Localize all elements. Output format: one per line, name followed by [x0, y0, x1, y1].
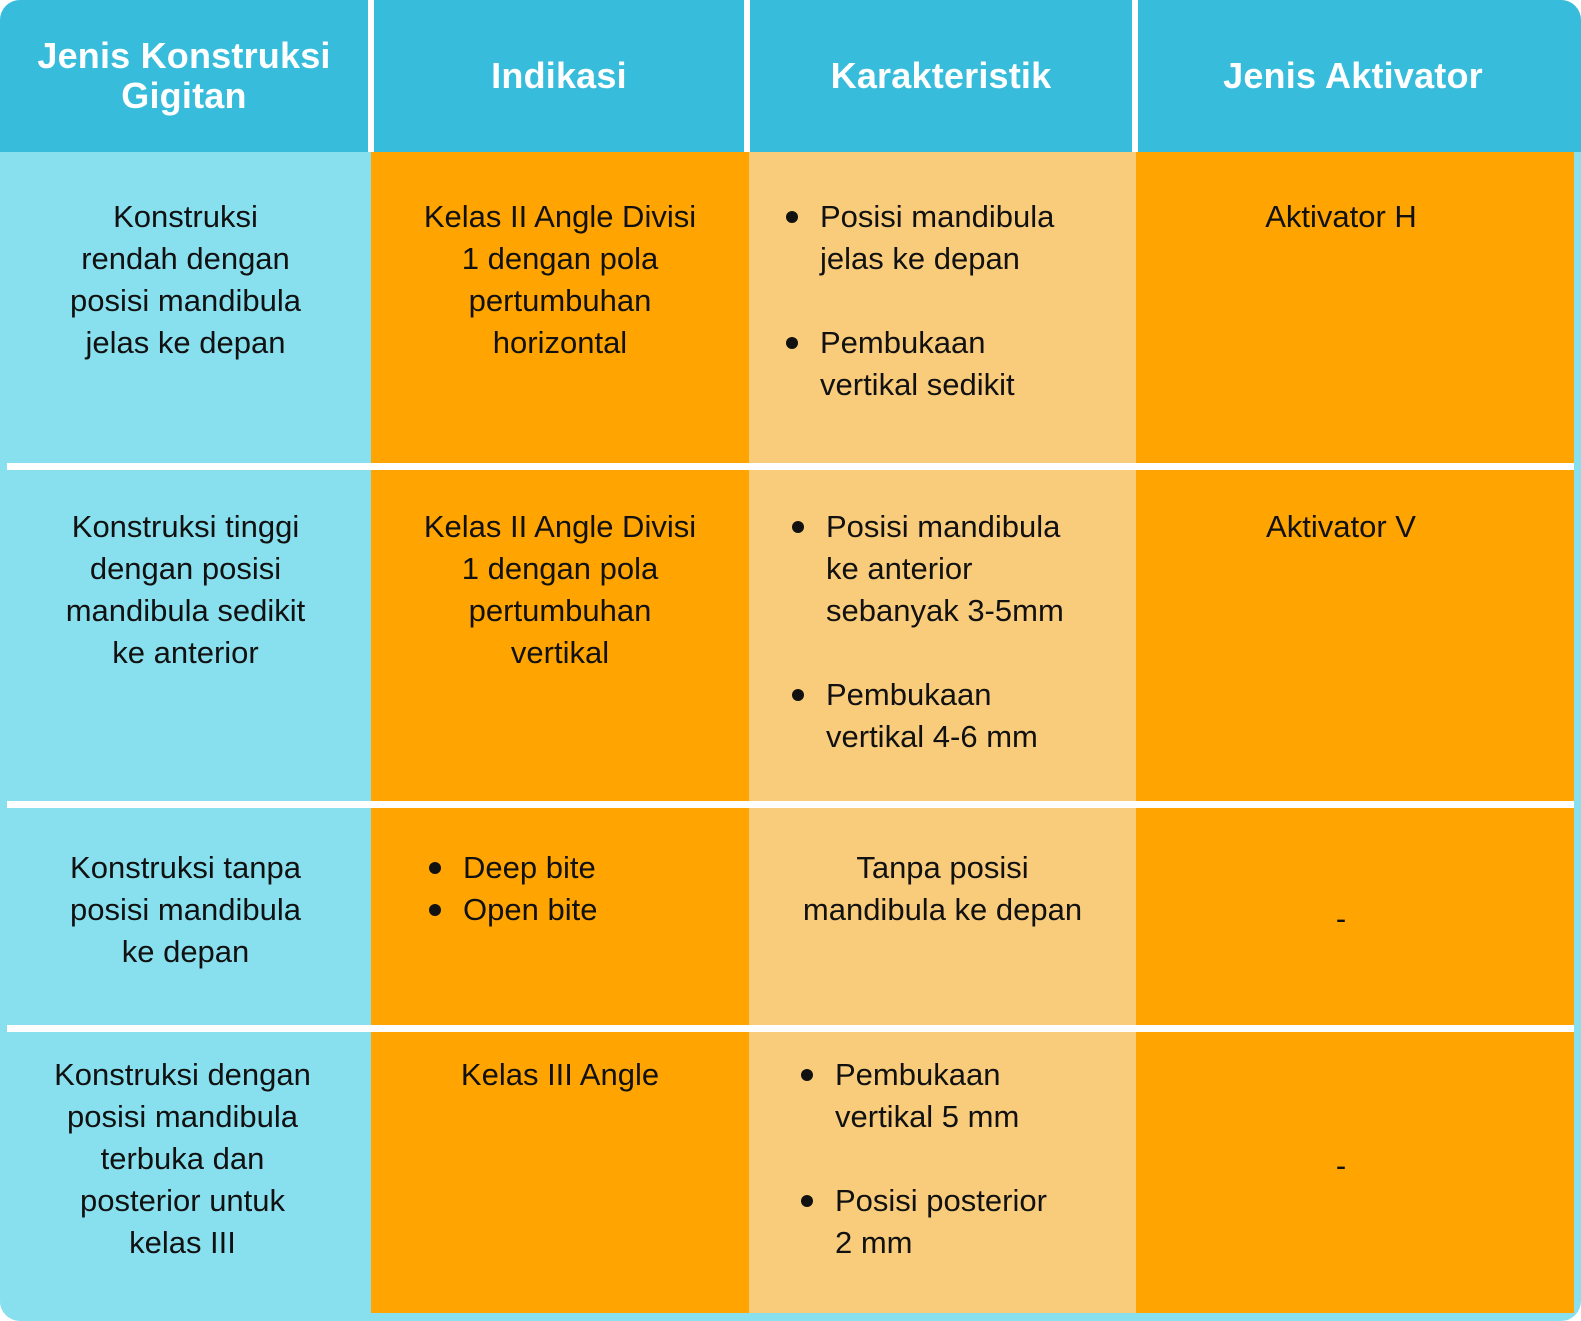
- cell-text: kelas III: [129, 1225, 236, 1260]
- bullet-icon: [786, 337, 798, 349]
- row-separator: [7, 463, 1574, 470]
- row2-aktivator-cell: [1136, 506, 1546, 548]
- cell-text: horizontal: [492, 325, 628, 360]
- row1-jenis-cell: [0, 196, 371, 364]
- bullet-icon: [792, 521, 804, 533]
- header-karakteristik: [750, 0, 1132, 152]
- row3-aktivator-cell: [1136, 898, 1546, 940]
- cell-text: pertumbuhan: [468, 283, 652, 318]
- cell-text: Pembukaan: [835, 1057, 1001, 1092]
- cell-text: Open bite: [463, 892, 598, 927]
- header-jenis-aktivator: [1139, 0, 1567, 152]
- table-header-row: [0, 0, 1581, 152]
- cell-text: mandibula ke depan: [802, 892, 1083, 927]
- cell-text: 2 mm: [835, 1225, 913, 1260]
- row4-jenis-cell: [0, 1054, 365, 1264]
- list-item: [425, 889, 745, 931]
- row4-aktivator-cell: [1136, 1145, 1546, 1187]
- bullet-icon: [786, 211, 798, 223]
- row1-karakteristik-cell: [782, 196, 1132, 406]
- row2-jenis-cell: [0, 506, 371, 674]
- bullet-icon: [429, 904, 441, 916]
- column-aktivator-background: [1136, 152, 1574, 1313]
- header-indikasi: [374, 0, 744, 152]
- cell-text: posisi mandibula: [67, 1099, 298, 1134]
- cell-text: Kelas II Angle Divisi: [423, 509, 697, 544]
- cell-text: jelas ke depan: [85, 325, 286, 360]
- header-col1-line2: Gigitan: [121, 75, 247, 116]
- header-col2-label: Indikasi: [491, 55, 627, 96]
- cell-text: -: [1335, 1148, 1347, 1183]
- header-separator: [1132, 0, 1138, 152]
- cell-text: dengan posisi: [89, 551, 282, 586]
- bullet-icon: [801, 1195, 813, 1207]
- row4-karakteristik-cell: [797, 1054, 1136, 1264]
- cell-text: Kelas III Angle: [460, 1057, 660, 1092]
- cell-text: Tanpa posisi: [856, 850, 1029, 885]
- row3-karakteristik-cell: [749, 847, 1136, 931]
- row1-aktivator-cell: [1136, 196, 1546, 238]
- cell-text: vertikal 5 mm: [835, 1099, 1020, 1134]
- cell-text: ke anterior: [112, 635, 259, 670]
- cell-text: mandibula sedikit: [65, 593, 306, 628]
- list-item: [782, 322, 1132, 406]
- cell-text: Konstruksi dengan: [54, 1057, 311, 1092]
- row-separator: [7, 801, 1574, 808]
- cell-text: rendah dengan: [81, 241, 290, 276]
- header-col3-label: Karakteristik: [830, 55, 1052, 96]
- bullet-icon: [792, 689, 804, 701]
- list-item: [797, 1180, 1136, 1264]
- row3-jenis-cell: [0, 847, 371, 973]
- karakteristik-list: [788, 506, 1136, 758]
- cell-text: -: [1335, 901, 1347, 936]
- cell-text: vertikal sedikit: [820, 367, 1015, 402]
- header-col1-line1: Jenis Konstruksi: [37, 35, 331, 76]
- cell-text: vertikal: [510, 635, 610, 670]
- bullet-icon: [429, 862, 441, 874]
- row2-indikasi-cell: [371, 506, 749, 674]
- list-item: [788, 506, 1136, 632]
- cell-text: Posisi mandibula: [820, 199, 1055, 234]
- cell-text: vertikal 4-6 mm: [826, 719, 1038, 754]
- cell-text: Aktivator H: [1265, 199, 1417, 234]
- cell-text: ke depan: [121, 934, 250, 969]
- cell-text: Aktivator V: [1266, 509, 1416, 544]
- list-item: [797, 1054, 1136, 1138]
- cell-text: Konstruksi tanpa: [70, 850, 301, 885]
- row4-indikasi-cell: [371, 1054, 749, 1096]
- cell-text: Deep bite: [463, 850, 596, 885]
- cell-text: Pembukaan: [820, 325, 986, 360]
- cell-text: Kelas II Angle Divisi: [423, 199, 697, 234]
- cell-text: posterior untuk: [79, 1183, 286, 1218]
- cell-text: ke anterior: [826, 551, 973, 586]
- karakteristik-list: [782, 196, 1132, 406]
- cell-text: Pembukaan: [826, 677, 992, 712]
- cell-text: pertumbuhan: [468, 593, 652, 628]
- cell-text: posisi mandibula: [70, 892, 301, 927]
- header-col4-label: Jenis Aktivator: [1223, 55, 1483, 96]
- bullet-icon: [801, 1069, 813, 1081]
- cell-text: posisi mandibula: [70, 283, 301, 318]
- cell-text: jelas ke depan: [820, 241, 1020, 276]
- indikasi-list: [425, 847, 745, 931]
- cell-text: Posisi mandibula: [826, 509, 1061, 544]
- cell-text: Konstruksi: [113, 199, 258, 234]
- cell-text: 1 dengan pola: [461, 551, 659, 586]
- list-item: [788, 674, 1136, 758]
- header-jenis-konstruksi-gigitan: [0, 0, 368, 152]
- row-separator: [7, 1025, 1574, 1032]
- cell-text: 1 dengan pola: [461, 241, 659, 276]
- row2-karakteristik-cell: [788, 506, 1136, 758]
- list-item: [425, 847, 745, 889]
- list-item: [782, 196, 1132, 280]
- row1-indikasi-cell: [371, 196, 749, 364]
- cell-text: Posisi posterior: [835, 1183, 1047, 1218]
- karakteristik-list: [797, 1054, 1136, 1264]
- cell-text: sebanyak 3-5mm: [826, 593, 1064, 628]
- cell-text: terbuka dan: [100, 1141, 265, 1176]
- cell-text: Konstruksi tinggi: [71, 509, 300, 544]
- row3-indikasi-cell: [425, 847, 745, 931]
